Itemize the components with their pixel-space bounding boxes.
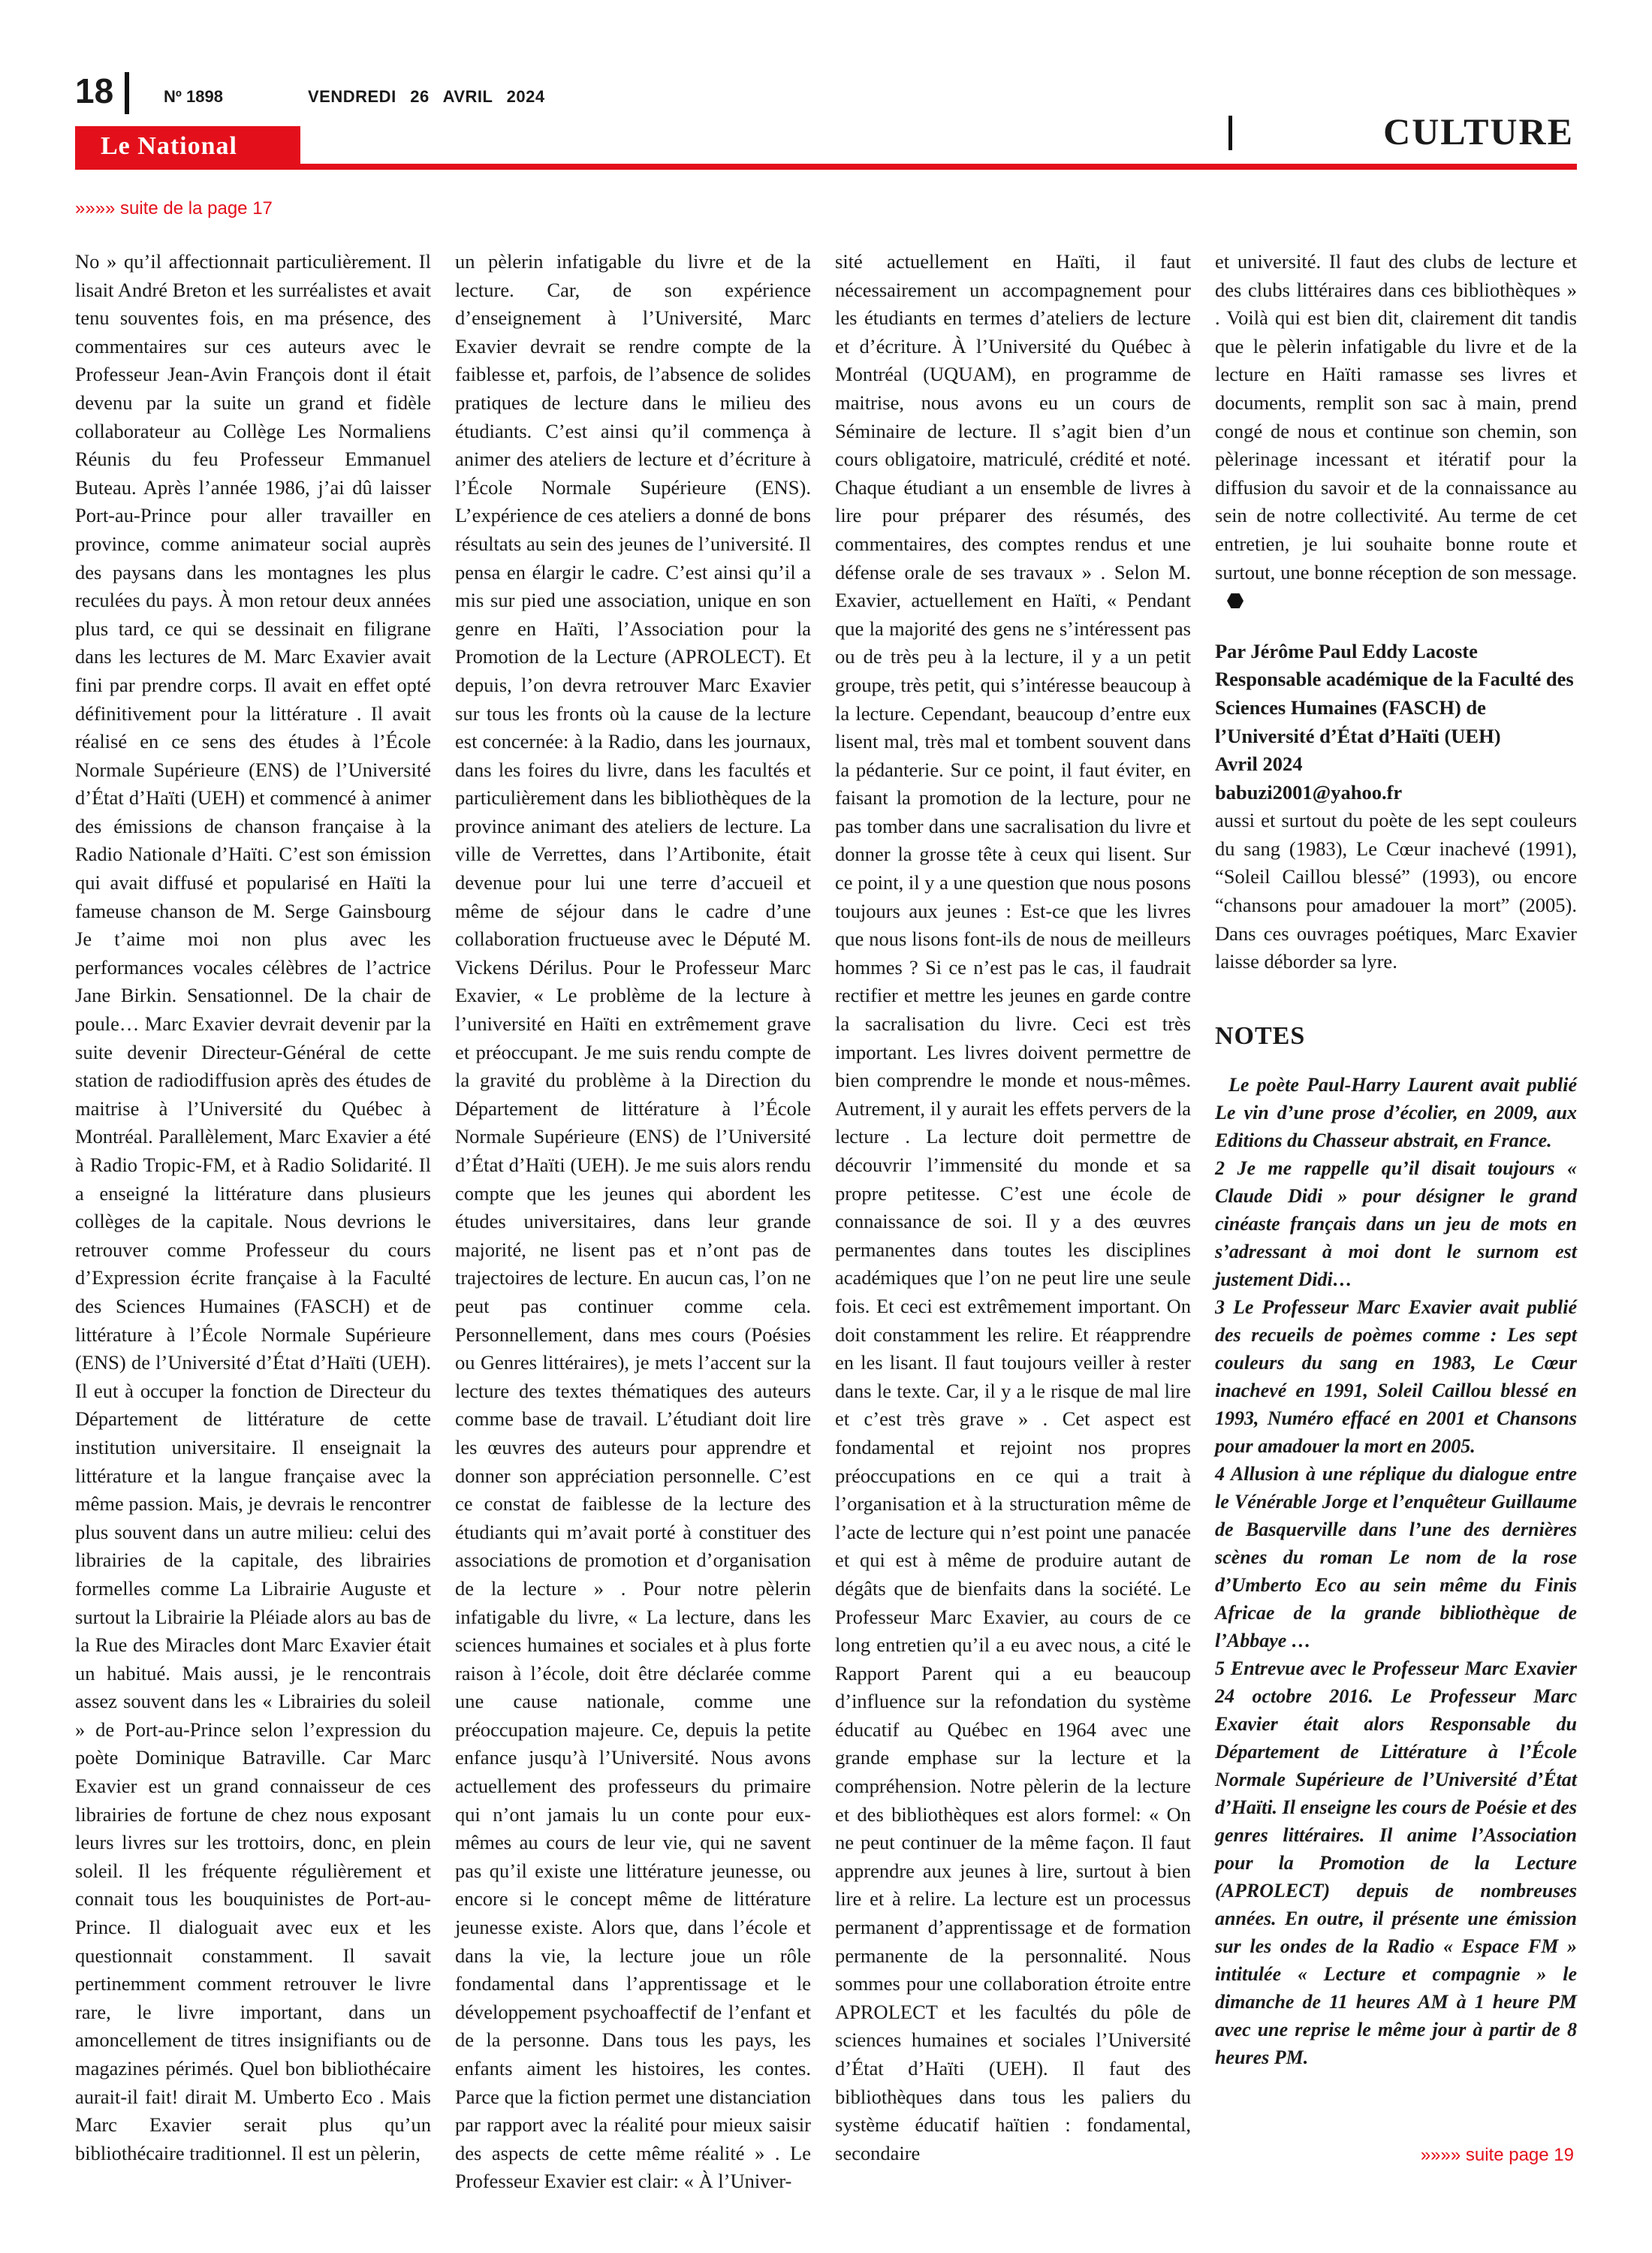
section-divider xyxy=(1228,116,1232,150)
column-1-text: No » qu’il affectionnait particulièrement. Il lisait André Breton et les surréalistes et avait tenu souventes fois, en ma présence, des commentaires sur ces auteurs avec le Professeur Jean-Avin François dont il était devenu par la suite un grand et fidèle collaborateur au Collège Les Normaliens Réunis du feu Professeur Emmanuel Buteau. Après l’année 1986, j’ai dû laisser Port-au-Prince pour aller travailler en province, comme animateur social auprès des paysans dans les montagnes les plus reculées du pays. À mon retour deux années plus tard, ce qui se dessinait en filigrane dans les lectures de M. Marc Exavier avait fini par prendre corps. Il avait en effet opté définitivement pour la littérature . Il avait réalisé en ce sens des études à l’École Normale Supérieure (ENS) de l’Université d’État d’Haïti (UEH) et commencé à animer des émissions de chanson française à la Radio Nationale d’Haïti. C’est son émission qui avait diffusé et popularisé en Haïti la fameuse chanson de M. Serge Gainsbourg Je t’aime moi non plus avec les performances vocales célèbres de l’actrice Jane Birkin. Sensationnel. De la chair de poule… Marc Exavier devrait devenir par la suite devenir Directeur-Général de cette station de radiodiffusion après des études de maitrise à l’Université du Québec à Montréal. Parallèlement, Marc Exavier a été à Radio Tropic-FM, et à Radio Solidarité. Il a enseigné la littérature dans plusieurs collèges de la capitale. Nous devrions le retrouver comme Professeur du cours d’Expression écrite française à la Faculté des Sciences Humaines (FASCH) et de littérature à l’École Normale Supérieure (ENS) de l’Université d’État d’Haïti (UEH). Il eut à occuper la fonction de Directeur du Département de littérature de cette institution universitaire. Il enseignait la littérature et la langue française avec la même passion. Mais, je devrais le rencontrer plus souvent dans un autre milieu: celui des librairies de la capitale, des librairies formelles comme La Librairie Auguste et surtout la Librairie la Pléiade alors au bas de la Rue des Miracles dont Marc Exavier était un habitué. Mais aussi, je le rencontrais assez souvent dans les « Librairies du soleil » de Port-au-Prince selon l’expression du poète Dominique Batraville. Car Marc Exavier est un grand connaisseur de ces librairies de fortune de chez nous exposant leurs livres sur les trottoirs, donc, en plein soleil. Il les fréquente régulièrement et connait tous les bouquinistes de Port-au-Prince. Il dialoguait avec eux et les questionnait constamment. Il savait pertinemment comment retrouver le livre rare, le livre important, dans un amoncellement de titres insignifiants ou de magazines périmés. Quel bon bibliothécaire aurait-il fait! dirait M. Umberto Eco . Mais Marc Exavier serait plus qu’un bibliothécaire traditionnel. Il est un pèlerin, xyxy=(75,250,431,2164)
author-signature xyxy=(1215,638,1577,807)
addendum-text: aussi et surtout du poète de les sept couleurs du sang (1983), Le Cœur inachevé (1991), “Soleil Caillou blessé” (1993), ou encore “chansons pour amadouer la mort” (2005). Dans ces ouvrages poétiques, Marc Exavier laisse déborder sa lyre. xyxy=(1215,809,1577,973)
hexagon-end-mark-icon xyxy=(1227,593,1244,608)
note-item: 2 Je me rappelle qu’il disait toujours « Claude Didi » pour désigner le grand cinéaste français dans un jeu de mots en s’adressant à moi dont le surnom est justement Didi… xyxy=(1215,1157,1577,1290)
note-item: Le poète Paul-Harry Laurent avait publié Le vin d’une prose d’écolier, en 2009, aux Editions du Chasseur abstrait, en France. xyxy=(1215,1073,1577,1151)
header-divider xyxy=(125,72,129,114)
issue-number: Nº 1898 xyxy=(164,87,223,106)
red-rule xyxy=(75,164,1577,170)
notes-title: NOTES xyxy=(1215,1021,1306,1050)
continued-from: »»»» suite de la page 17 xyxy=(75,198,273,219)
issue-date: VENDREDI 26 AVRIL 2024 xyxy=(308,87,545,106)
note-item: 4 Allusion à une réplique du dialogue entre le Vénérable Jorge et l’enquêteur Guillaume de Basquerville dans l’une des dernières scènes du roman Le nom de la rose d’Umberto Eco au sein même du Finis Africae de la grande bibliothèque de l’Abbaye … xyxy=(1215,1462,1577,1651)
column-4-body: et université. Il faut des clubs de lecture et des clubs littéraires dans ces bibliothèques » . Voilà qui est bien dit, clairement dit tandis que le pèlerin infatigable du livre et de la lecture en Haïti ramasse ses livres et documents, remplit son sac à main, prend congé de nous et continue son chemin, son pèlerinage incessant et itératif pour la diffusion du savoir et de la connaissance au sein de notre collectivité. Au terme de cet entretien, je lui souhaite bonne route et surtout, une bonne réception de son message. xyxy=(1215,250,1577,584)
continued-to: »»»» suite page 19 xyxy=(1420,2145,1574,2165)
signature-date: Avril 2024 xyxy=(1215,753,1303,776)
note-item: 5 Entrevue avec le Professeur Marc Exavier 24 octobre 2016. Le Professeur Marc Exavier était alors Responsable du Département de Littérature à l’École Normale Supérieure de l’Université d’État d’Haïti. Il enseigne les cours de Poésie et des genres littéraires. Il anime l’Association pour la Promotion de la Lecture (APROLECT) depuis de nombreuses années. En outre, il présente une émission sur les ondes de la Radio « Espace FM » intitulée « Lecture et compagnie » le dimanche de 11 heures AM à 1 heure PM avec une reprise le même jour à partir de 8 heures PM. xyxy=(1215,1657,1577,2068)
column-2-text: un pèlerin infatigable du livre et de la lecture. Car, de son expérience d’enseignement à l’Université, Marc Exavier devrait se rendre compte de la faiblesse et, parfois, de l’absence de solides pratiques de lecture dans le milieu des étudiants. C’est ainsi qu’il commença à animer des ateliers de lecture et d’écriture à l’École Normale Supérieure (ENS). L’expérience de ces ateliers a donné de bons résultats au sein des jeunes de l’université. Il pensa en élargir le cadre. C’est ainsi qu’il a mis sur pied une association, unique en son genre en Haïti, l’Association pour la Promotion de la Lecture (APROLECT). Et depuis, l’on devra retrouver Marc Exavier sur tous les fronts où la cause de la lecture est concernée: à la Radio, dans les journaux, dans les foires du livre, dans les facultés et particulièrement dans les bibliothèques de la province animant des ateliers de lecture. La ville de Verrettes, dans l’Artibonite, était devenue pour lui une terre d’accueil et même de séjour dans le cadre d’une collaboration fructueuse avec le Député M. Vickens Dérilus. Pour le Professeur Marc Exavier, « Le problème de la lecture à l’université en Haïti en extrêmement grave et préoccupant. Je me suis rendu compte de la gravité du problème à la Direction du Département de littérature à l’École Normale Supérieure (ENS) de l’Université d’État d’Haïti (UEH). Je me suis alors rendu compte que les jeunes qui abordent les études universitaires, dans leur grande majorité, ne lisent pas et n’ont pas de trajectoires de lecture. En aucun cas, l’on ne peut pas continuer comme cela. Personnellement, dans mes cours (Poésies ou Genres littéraires), je mets l’accent sur la lecture des textes thématiques des auteurs comme base de travail. L’étudiant doit lire les œuvres des auteurs pour apprendre et donner son appréciation personnelle. C’est ce constat de faiblesse de la lecture des étudiants qui m’avait porté à constituer des associations de promotion et d’organisation de la lecture » . Pour notre pèlerin infatigable du livre, « La lecture, dans les sciences humaines et sociales et à plus forte raison à l’école, doit être déclarée comme une cause nationale, comme une préoccupation majeure. Ce, depuis la petite enfance jusqu’à l’Université. Nous avons actuellement des professeurs du primaire qui n’ont jamais lu un conte pour eux-mêmes au cours de leur vie, qui ne savent pas qu’il existe une littérature jeunesse, ou encore si le concept même de littérature jeunesse existe. Alors que, dans l’école et dans la vie, la lecture joue un rôle fondamental dans l’apprentissage et le développement psychoaffectif de l’enfant et de la personne. Dans tous les pays, les enfants aiment les histoires, les contes. Parce que la fiction permet une distanciation par rapport avec la réalité pour mieux saisir des aspects de cette même réalité » . Le Professeur Exavier est clair: « À l’Univer- xyxy=(455,250,811,2193)
brand-name: Le National xyxy=(101,132,237,160)
page-number: 18 xyxy=(75,71,114,110)
column-4-text xyxy=(1215,248,1577,615)
article-column-2 xyxy=(455,248,811,2196)
article-column-1 xyxy=(75,248,431,2167)
notes-list xyxy=(1215,1071,1577,2071)
signature-role: Responsable académique de la Faculté des Sciences Humaines (FASCH) de l’Université d’État d’Haïti (UEH) xyxy=(1215,668,1574,747)
article-column-3 xyxy=(835,248,1191,2167)
article-column-4 xyxy=(1215,248,1577,2071)
note-item: 3 Le Professeur Marc Exavier avait publié des recueils de poèmes comme : Les sept couleurs du sang en 1983, Le Cœur inachevé en 1991, Soleil Caillou blessé en 1993, Numéro effacé en 2001 et Chansons pour amadouer la mort en 2005. xyxy=(1215,1295,1577,1457)
signature-author: Par Jérôme Paul Eddy Lacoste xyxy=(1215,639,1478,662)
column-3-text: sité actuellement en Haïti, il faut nécessairement un accompagnement pour les étudiants en termes d’ateliers de lecture et d’écriture. À l’Université du Québec à Montréal (UQUAM), en programme de maitrise, nous avons eu un cours de Séminaire de lecture. Il s’agit bien d’un cours obligatoire, matriculé, crédité et noté. Chaque étudiant a un ensemble de livres à lire pour préparer des résumés, des commentaires, des comptes rendus et une défense orale de ses travaux » . Selon M. Exavier, actuellement en Haïti, « Pendant que la majorité des gens ne s’intéressent pas ou de très peu à la lecture, il y a un petit groupe, très petit, qui s’intéresse beaucoup à la lecture. Cependant, beaucoup d’entre eux lisent mal, très mal et tombent souvent dans la pédanterie. Sur ce point, il faut éviter, en faisant la promotion de la lecture, pour ne pas tomber dans une sacralisation du livre et donner la grosse tête à ceux qui lisent. Sur ce point, il y a une question que nous posons toujours aux jeunes : Est-ce que les livres que nous lisons font-ils de nous de meilleurs hommes ? Si ce n’est pas le cas, il faudrait rectifier et mettre les jeunes en garde contre la sacralisation du livre. Ceci est très important. Les livres doivent permettre de bien comprendre le monde et nous-mêmes. Autrement, il y aurait les effets pervers de la lecture . La lecture doit permettre de découvrir l’immensité du monde et sa propre petitesse. C’est une école de connaissance de soi. Il y a des œuvres permanentes dans toutes les disciplines académiques que l’on ne peut lire une seule fois. Et ceci est extrêmement important. On doit constamment les relire. Et réapprendre en les lisant. Il faut toujours veiller à rester dans le texte. Car, il y a le risque de mal lire et c’est très grave » . Cet aspect est fondamental et rejoint nos propres préoccupations en ce qui a trait à l’organisation et à la structuration même de l’acte de lecture qui n’est point une panacée et qui est à même de produire autant de dégâts que de bienfaits dans la société. Le Professeur Marc Exavier, au cours de ce long entretien qu’il a eu avec nous, a cité le Rapport Parent qui a eu beaucoup d’influence sur la refondation du système éducatif au Québec en 1964 avec une grande emphase sur la lecture et la compréhension. Notre pèlerin de la lecture et des bibliothèques est alors formel: « On ne peut continuer de la même façon. Il faut apprendre aux jeunes à lire, surtout à bien lire et à relire. La lecture est un processus permanent d’apprentissage et de formation permanente de la personnalité. Nous sommes pour une collaboration étroite entre APROLECT et les facultés du pôle de sciences humaines et sociales l’Université d’État d’Haïti (UEH). Il faut des bibliothèques dans tous les paliers du système éducatif haïtien : fondamental, secondaire xyxy=(835,250,1191,2164)
section-title: CULTURE xyxy=(1383,110,1574,152)
signature-email: babuzi2001@yahoo.fr xyxy=(1215,780,1403,804)
